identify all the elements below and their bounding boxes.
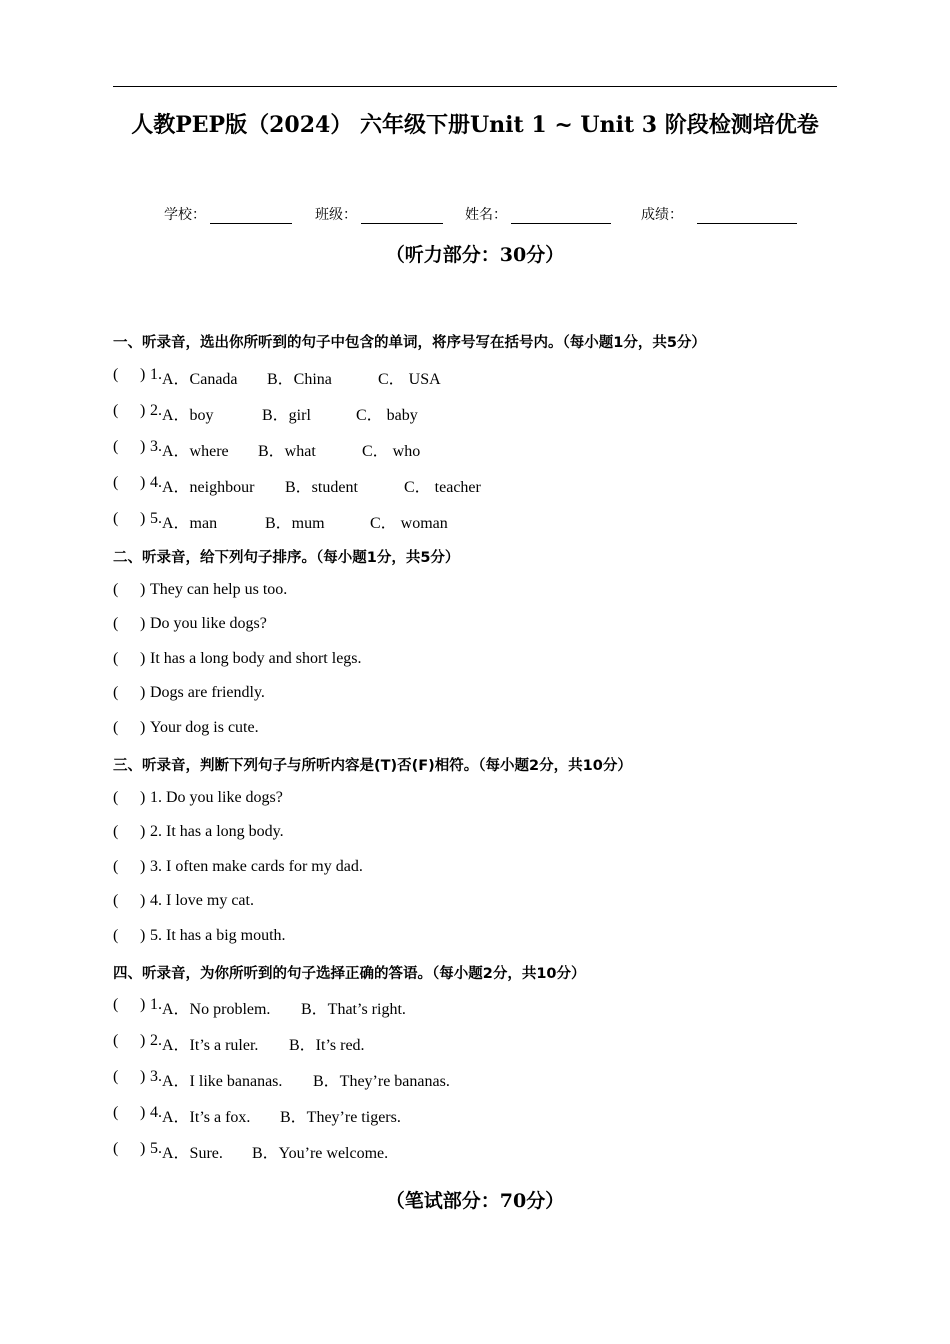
answer-paren-close: ) xyxy=(140,366,146,383)
answer-paren-open[interactable]: ( xyxy=(113,858,119,875)
score-label: 成绩： xyxy=(641,207,683,223)
option-b: B．China xyxy=(267,371,332,388)
page-title: 人教PEP版（2024） 六年级下册Unit 1 ~ Unit 3 阶段检测培优卷 xyxy=(131,112,819,138)
sentence-text: It has a long body and short legs. xyxy=(150,650,362,667)
answer-paren-open[interactable]: ( xyxy=(113,366,119,383)
option-b: B．mum xyxy=(265,515,325,532)
item-number: 4. xyxy=(150,474,162,491)
statement-text: 4. I love my cat. xyxy=(150,892,254,909)
answer-paren-open[interactable]: ( xyxy=(113,996,119,1013)
option-a: A．It’s a ruler. xyxy=(162,1037,259,1054)
answer-paren-close: ) xyxy=(140,789,146,806)
answer-paren-open[interactable]: ( xyxy=(113,789,119,806)
answer-paren-close: ) xyxy=(140,650,146,667)
score-blank[interactable] xyxy=(697,209,797,224)
option-c: C． woman xyxy=(370,515,448,532)
option-a: A．It’s a fox. xyxy=(162,1109,251,1126)
option-b: B．That’s right. xyxy=(301,1001,406,1018)
answer-paren-open[interactable]: ( xyxy=(113,1032,119,1049)
writing-part-heading: （笔试部分：70分） xyxy=(385,1190,565,1212)
option-a: A．No problem. xyxy=(162,1001,271,1018)
answer-paren-open[interactable]: ( xyxy=(113,684,119,701)
option-a: A．Canada xyxy=(162,371,238,388)
item-number: 3. xyxy=(150,1068,162,1085)
option-a: A．where xyxy=(162,443,229,460)
class-blank[interactable] xyxy=(361,209,443,224)
answer-paren-open[interactable]: ( xyxy=(113,1068,119,1085)
class-field xyxy=(315,204,443,224)
section2-heading: 二、听录音，给下列句子排序。（每小题1分，共5分） xyxy=(113,550,460,566)
answer-paren-open[interactable]: ( xyxy=(113,892,119,909)
sentence-text: Your dog is cute. xyxy=(150,719,259,736)
answer-paren-close: ) xyxy=(140,684,146,701)
section3-heading: 三、听录音，判断下列句子与所听内容是(T)否(F)相符。（每小题2分，共10分） xyxy=(113,758,632,774)
option-a: A．man xyxy=(162,515,218,532)
answer-paren-close: ) xyxy=(140,927,146,944)
answer-paren-open[interactable]: ( xyxy=(113,650,119,667)
answer-paren-open[interactable]: ( xyxy=(113,402,119,419)
option-b: B．It’s red. xyxy=(289,1037,365,1054)
item-number: 3. xyxy=(150,438,162,455)
answer-paren-close: ) xyxy=(140,892,146,909)
statement-text: 5. It has a big mouth. xyxy=(150,927,286,944)
section4-heading: 四、听录音，为你所听到的句子选择正确的答语。（每小题2分，共10分） xyxy=(113,966,586,982)
sentence-text: They can help us too. xyxy=(150,581,288,598)
answer-paren-close: ) xyxy=(140,1032,146,1049)
sentence-text: Do you like dogs? xyxy=(150,615,267,632)
option-b: B．what xyxy=(258,443,316,460)
answer-paren-close: ) xyxy=(140,1104,146,1121)
item-number: 1. xyxy=(150,366,162,383)
answer-paren-open[interactable]: ( xyxy=(113,719,119,736)
option-a: A．neighbour xyxy=(162,479,255,496)
answer-paren-open[interactable]: ( xyxy=(113,927,119,944)
answer-paren-close: ) xyxy=(140,858,146,875)
statement-text: 3. I often make cards for my dad. xyxy=(150,858,363,875)
answer-paren-close: ) xyxy=(140,438,146,455)
answer-paren-close: ) xyxy=(140,474,146,491)
answer-paren-close: ) xyxy=(140,996,146,1013)
section1-heading: 一、听录音，选出你所听到的句子中包含的单词，将序号写在括号内。（每小题1分，共5分） xyxy=(113,335,706,351)
option-a: A．Sure. xyxy=(162,1145,223,1162)
answer-paren-close: ) xyxy=(140,615,146,632)
item-number: 2. xyxy=(150,1032,162,1049)
class-label: 班级： xyxy=(315,207,357,223)
option-a: A．boy xyxy=(162,407,214,424)
answer-paren-close: ) xyxy=(140,402,146,419)
option-c: C． baby xyxy=(356,407,418,424)
school-blank[interactable] xyxy=(210,209,292,224)
option-b: B．They’re tigers. xyxy=(280,1109,401,1126)
name-blank[interactable] xyxy=(511,209,611,224)
item-number: 5. xyxy=(150,510,162,527)
name-label: 姓名： xyxy=(465,207,507,223)
school-field xyxy=(164,204,292,224)
option-c: C． teacher xyxy=(404,479,481,496)
score-field xyxy=(641,204,797,224)
answer-paren-open[interactable]: ( xyxy=(113,581,119,598)
answer-paren-close: ) xyxy=(140,581,146,598)
answer-paren-close: ) xyxy=(140,1068,146,1085)
option-a: A．I like bananas. xyxy=(162,1073,283,1090)
option-c: C． who xyxy=(362,443,421,460)
answer-paren-open[interactable]: ( xyxy=(113,615,119,632)
item-number: 2. xyxy=(150,402,162,419)
name-field xyxy=(465,204,611,224)
student-info-row xyxy=(0,204,950,228)
listening-part-heading: （听力部分：30分） xyxy=(385,244,565,266)
item-number: 4. xyxy=(150,1104,162,1121)
answer-paren-open[interactable]: ( xyxy=(113,1104,119,1121)
school-label: 学校： xyxy=(164,207,206,223)
answer-paren-open[interactable]: ( xyxy=(113,474,119,491)
answer-paren-close: ) xyxy=(140,719,146,736)
item-number: 5. xyxy=(150,1140,162,1157)
answer-paren-close: ) xyxy=(140,1140,146,1157)
option-b: B．You’re welcome. xyxy=(252,1145,389,1162)
answer-paren-open[interactable]: ( xyxy=(113,823,119,840)
option-b: B．student xyxy=(285,479,358,496)
statement-text: 2. It has a long body. xyxy=(150,823,284,840)
header-rule xyxy=(113,86,837,87)
item-number: 1. xyxy=(150,996,162,1013)
answer-paren-open[interactable]: ( xyxy=(113,1140,119,1157)
option-c: C． USA xyxy=(378,371,441,388)
sentence-text: Dogs are friendly. xyxy=(150,684,265,701)
option-b: B．girl xyxy=(262,407,311,424)
answer-paren-open[interactable]: ( xyxy=(113,510,119,527)
answer-paren-open[interactable]: ( xyxy=(113,438,119,455)
answer-paren-close: ) xyxy=(140,823,146,840)
option-b: B．They’re bananas. xyxy=(313,1073,450,1090)
answer-paren-close: ) xyxy=(140,510,146,527)
statement-text: 1. Do you like dogs? xyxy=(150,789,283,806)
